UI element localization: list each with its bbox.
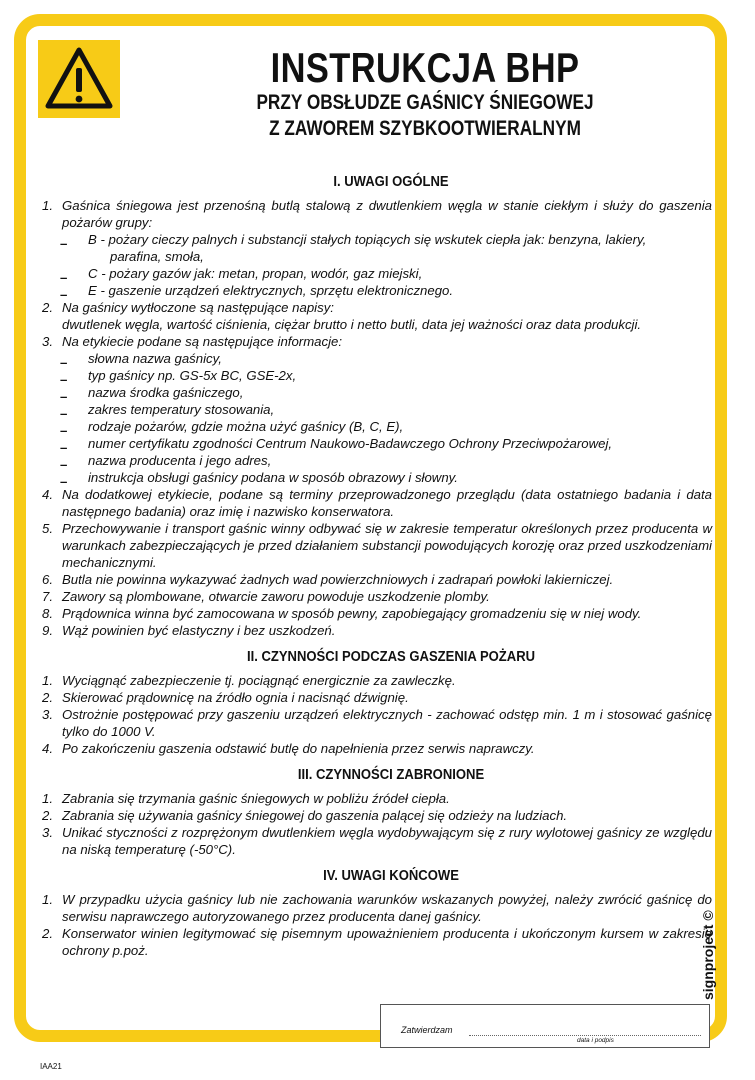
list-item [40, 299, 712, 316]
bullet-item [60, 469, 712, 489]
list-item [40, 333, 712, 350]
item-text: Na gaśnicy wytłoczone są następujące napisy: [62, 300, 334, 315]
dash-bullet-icon: – [60, 440, 68, 455]
page-subtitle-2: Z ZAWOREM SZYBKOOTWIERALNYM [269, 117, 581, 140]
item-number: 4. [42, 741, 53, 756]
list-item [40, 571, 712, 588]
item-number: 2. [42, 690, 53, 705]
bullet-text: C - pożary gazów jak: metan, propan, wodór, gaz miejski, [88, 266, 423, 281]
bullet-text: typ gaśnicy np. GS-5x BC, GSE-2x, [88, 368, 297, 383]
list-item [40, 672, 712, 689]
item-number: 7. [42, 589, 53, 604]
item-text: Wąż powinien być elastyczny i bez uszkodzeń. [62, 623, 336, 638]
dash-bullet-icon: – [60, 474, 68, 489]
bullet-item [60, 452, 712, 472]
bullet-item [60, 384, 712, 404]
item-number: 8. [42, 606, 53, 621]
instruction-content [40, 174, 712, 959]
item-text: Na etykiecie podane są następujące informacje: [62, 334, 343, 349]
section-title: IV. UWAGI KOŃCOWE [323, 868, 459, 884]
list-item [40, 706, 712, 740]
dash-bullet-icon: – [60, 423, 68, 438]
item-text: Po zakończeniu gaszenia odstawić butlę do napełnienia przez serwis naprawczy. [62, 741, 535, 756]
bullet-text: parafina, smoła, [110, 249, 204, 264]
item-number: 4. [42, 487, 53, 502]
bullet-text: B - pożary cieczy palnych i substancji stałych topiących się wskutek ciepła jak: benzyna, lakiery, [88, 232, 647, 247]
item-text: dwutlenek węgla, wartość ciśnienia, ciężar brutto i netto butli, data jej ważności oraz data produkcji. [62, 317, 642, 332]
list-item [40, 740, 712, 757]
item-text: Przechowywanie i transport gaśnic winny odbywać się w zakresie temperatur określonych przez producenta w warunkach zabezpieczających je przed działaniem substancji powodujących korozję oraz przed uszkodzeniami mechanicznymi. [62, 521, 712, 570]
bullet-item [60, 265, 712, 285]
list-item [40, 925, 712, 959]
page-subtitle-1: PRZY OBSŁUDZE GAŚNICY ŚNIEGOWEJ [256, 91, 594, 114]
list-item [40, 891, 712, 925]
list-item [40, 605, 712, 622]
item-number: 5. [42, 521, 53, 536]
item-number: 3. [42, 825, 53, 840]
item-text: W przypadku użycia gaśnicy lub nie zachowania warunków wskazanych powyżej, należy zwrócić gaśnicę do serwisu naprawczego autoryzowanego przez producenta danej gaśnicy. [62, 892, 712, 924]
item-text: Zabrania się trzymania gaśnic śniegowych w pobliżu źródeł ciepła. [62, 791, 450, 806]
bullet-text: instrukcja obsługi gaśnicy podana w sposób obrazowy i słowny. [88, 470, 458, 485]
item-text: Ostrożnie postępować przy gaszeniu urządzeń elektrycznych - zachować odstęp min. 1 m i stosować gaśnicę tylko do 1000 V. [62, 707, 712, 739]
dash-bullet-icon: – [60, 287, 68, 302]
list-item [40, 486, 712, 520]
dash-bullet-icon: – [60, 389, 68, 404]
dash-bullet-icon: – [60, 372, 68, 387]
bullet-item [60, 350, 712, 370]
item-text: Butla nie powinna wykazywać żadnych wad powierzchniowych i zadrapań powłoki lakierniczej. [62, 572, 614, 587]
item-number: 1. [42, 198, 53, 213]
approval-box [380, 1004, 710, 1048]
bullet-text: nazwa środka gaśniczego, [88, 385, 244, 400]
list-item [40, 622, 712, 639]
warning-triangle-icon [38, 40, 120, 118]
bullet-text: numer certyfikatu zgodności Centrum Naukowo-Badawczego Ochrony Przeciwpożarowej, [88, 436, 613, 451]
bullet-item [60, 367, 712, 387]
item-number: 9. [42, 623, 53, 638]
list-item-continuation [40, 316, 712, 333]
copyright-text: signproject © [700, 910, 716, 1000]
bullet-text: słowna nazwa gaśnicy, [88, 351, 222, 366]
header [130, 46, 720, 142]
bullet-item [60, 282, 712, 302]
item-number: 2. [42, 808, 53, 823]
item-text: Na dodatkowej etykiecie, podane są terminy przeprowadzonego przeglądu (data ostatniego badania i data następnego badania) oraz imię i nazwisko konserwatora. [62, 487, 712, 519]
dash-bullet-icon: – [60, 236, 68, 251]
item-text: Wyciągnąć zabezpieczenie tj. pociągnąć energicznie za zawleczkę. [62, 673, 456, 688]
item-number: 3. [42, 707, 53, 722]
list-item [40, 824, 712, 858]
list-item [40, 807, 712, 824]
item-text: Konserwator winien legitymować się pisemnym upoważnieniem producenta i ukończonym kursem w zakresie ochrony p.poż. [62, 926, 712, 958]
bullet-text: zakres temperatury stosowania, [88, 402, 275, 417]
page-title: INSTRUKCJA BHP [270, 44, 580, 91]
item-number: 1. [42, 892, 53, 907]
item-number: 2. [42, 926, 53, 941]
bullet-text: nazwa producenta i jego adres, [88, 453, 272, 468]
signature-line [469, 1035, 701, 1036]
item-number: 3. [42, 334, 53, 349]
item-number: 1. [42, 791, 53, 806]
approval-label: Zatwierdzam [401, 1025, 453, 1035]
list-item [40, 588, 712, 605]
bullet-item [60, 435, 712, 455]
dash-bullet-icon: – [60, 355, 68, 370]
bullet-item [60, 231, 712, 251]
dash-bullet-icon: – [60, 406, 68, 421]
dash-bullet-icon: – [60, 457, 68, 472]
section-title: III. CZYNNOŚCI ZABRONIONE [297, 767, 485, 783]
item-number: 2. [42, 300, 53, 315]
section-title: II. CZYNNOŚCI PODCZAS GASZENIA POŻARU [246, 649, 536, 665]
item-text: Gaśnica śniegowa jest przenośną butlą stalową z dwutlenkiem węgla w stanie ciekłym i służy do gaszenia pożarów grupy: [62, 198, 712, 230]
item-text: Unikać styczności z rozprężonym dwutlenkiem węgla wydobywającym się z rury wylotowej gaśnicy ze względu na niską temperaturę (-50°C). [62, 825, 712, 857]
item-text: Zawory są plombowane, otwarcie zaworu powoduje uszkodzenie plomby. [62, 589, 490, 604]
item-text: Skierować prądownicę na źródło ognia i nacisnąć dźwignię. [62, 690, 409, 705]
bullet-item [60, 401, 712, 421]
bullet-continuation [60, 248, 712, 265]
bullet-text: E - gaszenie urządzeń elektrycznych, sprzętu elektronicznego. [88, 283, 454, 298]
product-code: IAA21 [40, 1062, 62, 1071]
bullet-text: rodzaje pożarów, gdzie można użyć gaśnicy (B, C, E), [88, 419, 404, 434]
list-item [40, 790, 712, 807]
list-item [40, 197, 712, 231]
dash-bullet-icon: – [60, 270, 68, 285]
list-item [40, 689, 712, 706]
list-item [40, 520, 712, 571]
section-title: I. UWAGI OGÓLNE [333, 174, 449, 190]
approval-sublabel: data i podpis [577, 1037, 614, 1044]
item-text: Prądownica winna być zamocowana w sposób pewny, zapobiegający gromadzeniu się w niej wody. [62, 606, 642, 621]
item-number: 6. [42, 572, 53, 587]
item-text: Zabrania się używania gaśnicy śniegowej do gaszenia palącej się odzieży na ludziach. [62, 808, 568, 823]
item-number: 1. [42, 673, 53, 688]
bullet-item [60, 418, 712, 438]
